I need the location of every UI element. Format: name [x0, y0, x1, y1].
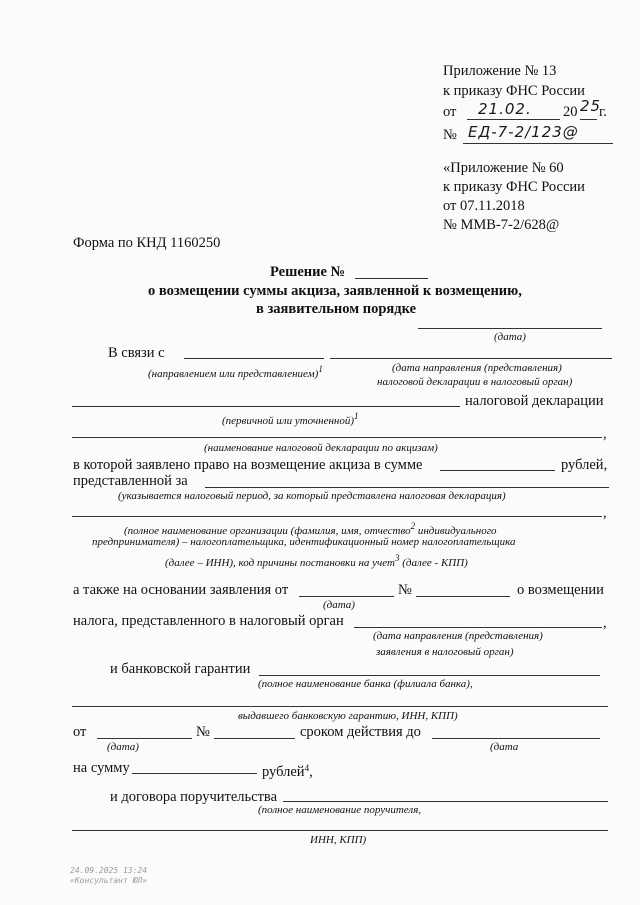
- validity-line: [432, 738, 600, 739]
- comma-1: ,: [603, 426, 607, 442]
- hint-application-1: (дата направления (представления): [373, 630, 543, 642]
- hint-org-1: (полное наименование организации (фамилия, имя, отчество$^2$ индивидуального: [124, 521, 497, 537]
- declaration-name-line: [72, 437, 602, 438]
- guarantee-amount-line: [132, 773, 257, 774]
- hint-surety-2: ИНН, КПП): [310, 834, 367, 846]
- stamp-line-2: «Консультант ЮЛ»: [70, 876, 148, 885]
- submitted-for-label: представленной за: [73, 473, 188, 489]
- hint-bank: (полное наименование банка (филиала банка),: [258, 678, 473, 690]
- validity-label: сроком действия до: [300, 724, 421, 740]
- order-year-prefix: 20: [563, 104, 578, 120]
- appendix-ref-line2: к приказу ФНС России: [443, 179, 585, 195]
- hint-date: (дата): [494, 331, 526, 343]
- hint-dispatch-2: налоговой декларации в налоговый орган): [377, 376, 573, 388]
- application-number-sign: №: [398, 582, 412, 598]
- hint-date-2: (дата): [323, 599, 355, 611]
- order-date-label: от: [443, 104, 457, 120]
- amount-line: [440, 470, 555, 471]
- hint-dispatch-1: (дата направления (представления): [392, 362, 562, 374]
- application-number-line: [416, 596, 510, 597]
- organization-line: [72, 516, 602, 517]
- appendix-ref-line3: от 07.11.2018: [443, 198, 525, 214]
- period-line: [205, 487, 609, 488]
- hint-org-3: (далее – ИНН), код причины постановки на учет$^3$ (далее - КПП): [165, 553, 468, 569]
- hint-application-2: заявления в налоговый орган): [376, 646, 514, 658]
- surety-line-2: [72, 830, 608, 831]
- decision-subtitle-1: о возмещении суммы акциза, заявленной к возмещению,: [148, 283, 522, 299]
- bank-line-2: [72, 706, 608, 707]
- comma-3: ,: [603, 615, 607, 631]
- hint-direction: (направлением или представлением)$^1$: [148, 364, 323, 380]
- surety-label: и договора поручительства: [110, 789, 278, 805]
- hint-date-3: (дата): [107, 741, 139, 753]
- appendix-number: Приложение № 13: [443, 63, 557, 79]
- rubles-label-2: рублей$^4$,: [262, 763, 313, 780]
- form-code: Форма по КНД 1160250: [73, 235, 221, 251]
- application-dispatch-line: [354, 627, 602, 628]
- on-refund-label: о возмещении: [517, 582, 604, 598]
- order-date-handwritten: 21.02.: [478, 100, 532, 118]
- order-year-handwritten: 25: [580, 97, 602, 115]
- guarantee-number-line: [214, 738, 295, 739]
- claimed-text: в которой заявлено право на возмещение акциза в сумме: [73, 457, 423, 473]
- hint-org-2: предпринимателя) – налогоплательщика, идентификационный номер налогоплательщика: [92, 536, 516, 548]
- tax-declaration-label: налоговой декларации: [465, 393, 604, 409]
- bank-line: [259, 675, 600, 676]
- hint-date-4: (дата: [490, 741, 519, 753]
- appendix-order: к приказу ФНС России: [443, 83, 585, 99]
- hint-period: (указывается налоговый период, за который представлена налоговая декларация): [118, 490, 506, 502]
- order-number-handwritten: ЕД-7-2/123@: [468, 123, 579, 141]
- guarantee-number-sign: №: [196, 724, 210, 740]
- order-year-suffix: г.: [599, 104, 607, 120]
- in-connection-label: В связи с: [108, 345, 165, 361]
- primary-line: [72, 406, 460, 407]
- decision-subtitle-2: в заявительном порядке: [256, 301, 417, 317]
- hint-bank-2: выдавшего банковскую гарантию, ИНН, КПП): [238, 710, 458, 722]
- amount-label: на сумму: [73, 760, 130, 776]
- dispatch-date-line: [330, 358, 612, 359]
- guarantee-date-line: [97, 738, 192, 739]
- guarantee-from-label: от: [73, 724, 87, 740]
- application-date-line: [299, 596, 394, 597]
- order-number-line: [463, 143, 613, 144]
- bank-guarantee-label: и банковской гарантии: [110, 661, 251, 677]
- also-based-label: а также на основании заявления от: [73, 582, 289, 598]
- hint-primary: (первичной или уточненной)$^1$: [222, 411, 359, 427]
- order-year-line: [580, 119, 597, 120]
- hint-surety: (полное наименование поручителя,: [258, 804, 422, 816]
- order-number-sign: №: [443, 127, 457, 143]
- direction-line: [184, 358, 324, 359]
- order-date-line: [467, 119, 560, 120]
- rubles-label: рублей,: [561, 457, 608, 473]
- decision-title: Решение №: [270, 264, 346, 280]
- hint-declaration-name: (наименование налоговой декларации по акцизам): [204, 442, 438, 454]
- tax-submitted-label: налога, представленного в налоговый орган: [73, 613, 344, 629]
- stamp-line-1: 24.09.2025 13:24: [70, 866, 148, 875]
- appendix-ref-line4: № ММВ-7-2/628@: [443, 217, 560, 233]
- date-line: [418, 328, 602, 329]
- surety-line: [283, 801, 608, 802]
- appendix-ref-line1: «Приложение № 60: [443, 160, 564, 176]
- comma-2: ,: [603, 505, 607, 521]
- decision-number-line: [355, 278, 428, 279]
